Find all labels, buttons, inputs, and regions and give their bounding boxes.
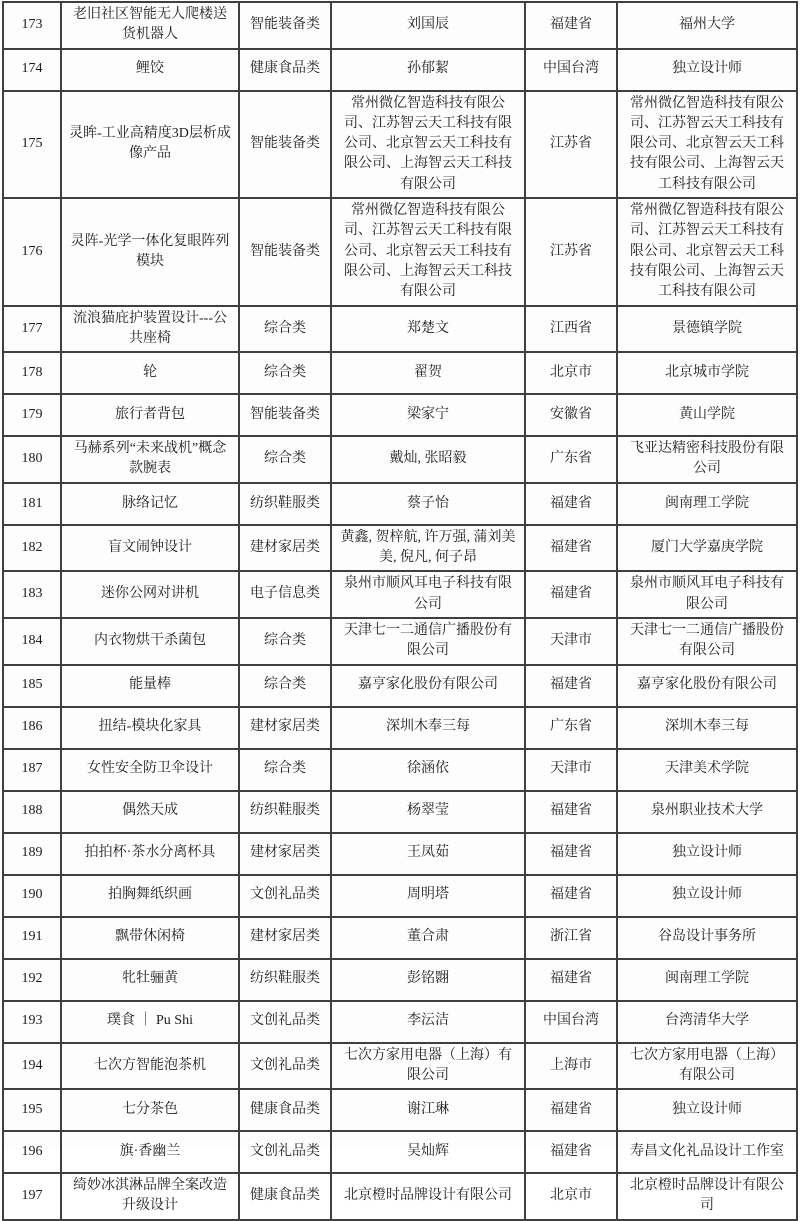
category-cell: 健康食品类: [239, 49, 331, 91]
table-row: [3, 707, 797, 749]
province-cell: 福建省: [525, 959, 617, 1001]
work-name-cell: 璞食 ｜ Pu Shi: [61, 1001, 239, 1043]
table-row: [3, 959, 797, 1001]
work-name-cell: 扭结-模块化家具: [61, 707, 239, 749]
designer-cell: 常州微亿智造科技有限公司、江苏智云天工科技有限公司、北京智云天工科技有限公司、上海智云天工科技有限公司: [331, 198, 525, 305]
organization-cell: 谷岛设计事务所: [617, 917, 797, 959]
table-row: [3, 791, 797, 833]
table-row: [3, 91, 797, 198]
province-cell: 北京市: [525, 1173, 617, 1220]
category-cell: 智能装备类: [239, 394, 331, 436]
organization-cell: 北京城市学院: [617, 352, 797, 394]
table-row: [3, 2, 797, 49]
row-number-cell: 197: [3, 1173, 61, 1220]
designer-cell: 黄鑫, 贺梓航, 许万强, 蒲刘美美, 倪凡, 何子昂: [331, 525, 525, 572]
province-cell: 福建省: [525, 791, 617, 833]
province-cell: 福建省: [525, 1089, 617, 1131]
category-cell: 纺织鞋服类: [239, 959, 331, 1001]
designer-cell: 深圳木奉三每: [331, 707, 525, 749]
table-row: [3, 306, 797, 353]
work-name-cell: 脉络记忆: [61, 483, 239, 525]
table-row: [3, 1089, 797, 1131]
row-number-cell: 182: [3, 525, 61, 572]
province-cell: 福建省: [525, 483, 617, 525]
row-number-cell: 190: [3, 875, 61, 917]
category-cell: 纺织鞋服类: [239, 791, 331, 833]
table-row: [3, 618, 797, 665]
province-cell: 福建省: [525, 571, 617, 618]
work-name-cell: 灵阵-光学一体化复眼阵列模块: [61, 198, 239, 305]
work-name-cell: 盲文闹钟设计: [61, 525, 239, 572]
table-row: [3, 665, 797, 707]
table-row: [3, 749, 797, 791]
organization-cell: 嘉亨家化股份有限公司: [617, 665, 797, 707]
category-cell: 综合类: [239, 618, 331, 665]
table-row: [3, 483, 797, 525]
organization-cell: 闽南理工学院: [617, 483, 797, 525]
designer-cell: 蔡子怡: [331, 483, 525, 525]
table-row: [3, 394, 797, 436]
organization-cell: 景德镇学院: [617, 306, 797, 353]
row-number-cell: 192: [3, 959, 61, 1001]
work-name-cell: 拍胸舞纸织画: [61, 875, 239, 917]
work-name-cell: 偶然天成: [61, 791, 239, 833]
organization-cell: 寿昌文化礼品设计工作室: [617, 1131, 797, 1173]
organization-cell: 七次方家用电器（上海）有限公司: [617, 1043, 797, 1090]
table-row: [3, 1001, 797, 1043]
organization-cell: 泉州职业技术大学: [617, 791, 797, 833]
province-cell: 江西省: [525, 306, 617, 353]
organization-cell: 飞亚达精密科技股份有限公司: [617, 436, 797, 483]
work-name-cell: 女性安全防卫伞设计: [61, 749, 239, 791]
row-number-cell: 187: [3, 749, 61, 791]
category-cell: 健康食品类: [239, 1089, 331, 1131]
row-number-cell: 188: [3, 791, 61, 833]
province-cell: 广东省: [525, 707, 617, 749]
designer-cell: 徐涵依: [331, 749, 525, 791]
organization-cell: 独立设计师: [617, 49, 797, 91]
work-name-cell: 旅行者背包: [61, 394, 239, 436]
table-row: [3, 436, 797, 483]
organization-cell: 常州微亿智造科技有限公司、江苏智云天工科技有限公司、北京智云天工科技有限公司、上海智云天工科技有限公司: [617, 198, 797, 305]
work-name-cell: 鲤饺: [61, 49, 239, 91]
province-cell: 福建省: [525, 665, 617, 707]
category-cell: 综合类: [239, 665, 331, 707]
organization-cell: 天津七一二通信广播股份有限公司: [617, 618, 797, 665]
row-number-cell: 185: [3, 665, 61, 707]
organization-cell: 黄山学院: [617, 394, 797, 436]
organization-cell: 福州大学: [617, 2, 797, 49]
row-number-cell: 176: [3, 198, 61, 305]
organization-cell: 深圳木奉三每: [617, 707, 797, 749]
category-cell: 纺织鞋服类: [239, 483, 331, 525]
organization-cell: 独立设计师: [617, 875, 797, 917]
category-cell: 智能装备类: [239, 198, 331, 305]
designer-cell: 董合肃: [331, 917, 525, 959]
category-cell: 文创礼品类: [239, 1043, 331, 1090]
table-row: [3, 49, 797, 91]
table-row: [3, 571, 797, 618]
designer-cell: 戴灿, 张昭毅: [331, 436, 525, 483]
category-cell: 综合类: [239, 306, 331, 353]
designer-cell: 刘国辰: [331, 2, 525, 49]
designer-cell: 王凤茹: [331, 833, 525, 875]
designer-cell: 北京橙时品牌设计有限公司: [331, 1173, 525, 1220]
work-name-cell: 能量棒: [61, 665, 239, 707]
table-row: [3, 1043, 797, 1090]
designer-cell: 七次方家用电器（上海）有限公司: [331, 1043, 525, 1090]
province-cell: 天津市: [525, 618, 617, 665]
work-name-cell: 绮妙冰淇淋品牌全案改造升级设计: [61, 1173, 239, 1220]
province-cell: 福建省: [525, 1131, 617, 1173]
province-cell: 江苏省: [525, 91, 617, 198]
designer-cell: 郑楚文: [331, 306, 525, 353]
row-number-cell: 195: [3, 1089, 61, 1131]
row-number-cell: 191: [3, 917, 61, 959]
row-number-cell: 183: [3, 571, 61, 618]
row-number-cell: 189: [3, 833, 61, 875]
row-number-cell: 196: [3, 1131, 61, 1173]
row-number-cell: 184: [3, 618, 61, 665]
table-row: [3, 525, 797, 572]
category-cell: 文创礼品类: [239, 875, 331, 917]
category-cell: 智能装备类: [239, 2, 331, 49]
work-name-cell: 飘带休闲椅: [61, 917, 239, 959]
table-row: [3, 198, 797, 305]
province-cell: 江苏省: [525, 198, 617, 305]
category-cell: 建材家居类: [239, 525, 331, 572]
work-name-cell: 牝牡骊黄: [61, 959, 239, 1001]
work-name-cell: 七分茶色: [61, 1089, 239, 1131]
category-cell: 综合类: [239, 352, 331, 394]
table-row: [3, 875, 797, 917]
work-name-cell: 灵眸-工业高精度3D层析成像产品: [61, 91, 239, 198]
designer-cell: 吴灿辉: [331, 1131, 525, 1173]
row-number-cell: 178: [3, 352, 61, 394]
table-row: [3, 1131, 797, 1173]
province-cell: 中国台湾: [525, 1001, 617, 1043]
category-cell: 电子信息类: [239, 571, 331, 618]
row-number-cell: 177: [3, 306, 61, 353]
organization-cell: 厦门大学嘉庚学院: [617, 525, 797, 572]
table-row: [3, 833, 797, 875]
designer-cell: 谢江琳: [331, 1089, 525, 1131]
entries-table: [2, 1, 798, 1221]
category-cell: 建材家居类: [239, 917, 331, 959]
category-cell: 健康食品类: [239, 1173, 331, 1220]
province-cell: 福建省: [525, 2, 617, 49]
province-cell: 安徽省: [525, 394, 617, 436]
organization-cell: 北京橙时品牌设计有限公司: [617, 1173, 797, 1220]
organization-cell: 台湾清华大学: [617, 1001, 797, 1043]
province-cell: 福建省: [525, 833, 617, 875]
province-cell: 福建省: [525, 525, 617, 572]
designer-cell: 周明塔: [331, 875, 525, 917]
work-name-cell: 旗·香幽兰: [61, 1131, 239, 1173]
row-number-cell: 173: [3, 2, 61, 49]
table-row: [3, 352, 797, 394]
designer-cell: 梁家宁: [331, 394, 525, 436]
category-cell: 文创礼品类: [239, 1001, 331, 1043]
work-name-cell: 拍拍杯·茶水分离杯具: [61, 833, 239, 875]
row-number-cell: 179: [3, 394, 61, 436]
organization-cell: 独立设计师: [617, 833, 797, 875]
work-name-cell: 七次方智能泡茶机: [61, 1043, 239, 1090]
row-number-cell: 180: [3, 436, 61, 483]
province-cell: 上海市: [525, 1043, 617, 1090]
organization-cell: 独立设计师: [617, 1089, 797, 1131]
row-number-cell: 194: [3, 1043, 61, 1090]
table-row: [3, 917, 797, 959]
organization-cell: 常州微亿智造科技有限公司、江苏智云天工科技有限公司、北京智云天工科技有限公司、上海智云天工科技有限公司: [617, 91, 797, 198]
row-number-cell: 175: [3, 91, 61, 198]
row-number-cell: 181: [3, 483, 61, 525]
entries-table-body: [3, 2, 797, 1220]
organization-cell: 天津美术学院: [617, 749, 797, 791]
category-cell: 智能装备类: [239, 91, 331, 198]
designer-cell: 嘉亨家化股份有限公司: [331, 665, 525, 707]
work-name-cell: 老旧社区智能无人爬楼送货机器人: [61, 2, 239, 49]
province-cell: 北京市: [525, 352, 617, 394]
work-name-cell: 迷你公网对讲机: [61, 571, 239, 618]
province-cell: 中国台湾: [525, 49, 617, 91]
category-cell: 建材家居类: [239, 707, 331, 749]
province-cell: 浙江省: [525, 917, 617, 959]
designer-cell: 泉州市顺风耳电子科技有限公司: [331, 571, 525, 618]
province-cell: 天津市: [525, 749, 617, 791]
row-number-cell: 174: [3, 49, 61, 91]
province-cell: 福建省: [525, 875, 617, 917]
work-name-cell: 流浪猫庇护装置设计---公共座椅: [61, 306, 239, 353]
work-name-cell: 轮: [61, 352, 239, 394]
designer-cell: 天津七一二通信广播股份有限公司: [331, 618, 525, 665]
row-number-cell: 193: [3, 1001, 61, 1043]
category-cell: 综合类: [239, 436, 331, 483]
designer-cell: 李沄洁: [331, 1001, 525, 1043]
work-name-cell: 内衣物烘干杀菌包: [61, 618, 239, 665]
designer-cell: 杨翠莹: [331, 791, 525, 833]
organization-cell: 泉州市顺风耳电子科技有限公司: [617, 571, 797, 618]
document-page: [0, 1, 800, 1214]
organization-cell: 闽南理工学院: [617, 959, 797, 1001]
category-cell: 综合类: [239, 749, 331, 791]
designer-cell: 孙郁絜: [331, 49, 525, 91]
category-cell: 文创礼品类: [239, 1131, 331, 1173]
province-cell: 广东省: [525, 436, 617, 483]
designer-cell: 翟贺: [331, 352, 525, 394]
category-cell: 建材家居类: [239, 833, 331, 875]
work-name-cell: 马赫系列“未来战机”概念款腕表: [61, 436, 239, 483]
table-row: [3, 1173, 797, 1220]
designer-cell: 常州微亿智造科技有限公司、江苏智云天工科技有限公司、北京智云天工科技有限公司、上海智云天工科技有限公司: [331, 91, 525, 198]
row-number-cell: 186: [3, 707, 61, 749]
designer-cell: 彭铭翾: [331, 959, 525, 1001]
